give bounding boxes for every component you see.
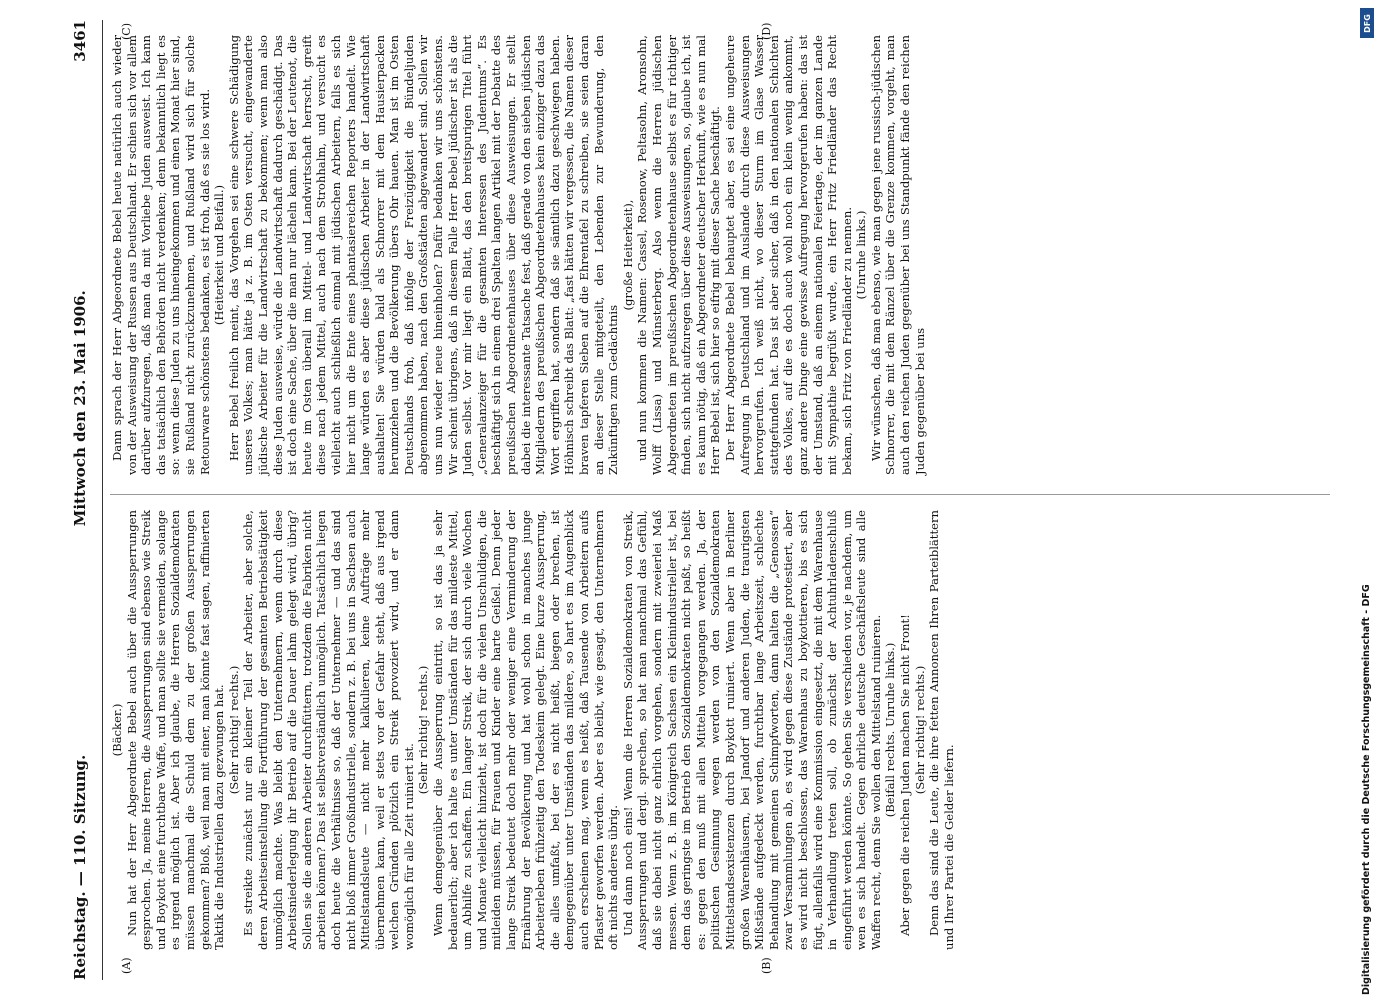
rotated-print-area [60,20,1350,980]
margin-marker-c: (C) [120,23,133,40]
margin-marker-b: (B) [760,957,773,974]
header-center: Mittwoch den 23. Mai 1906. [71,290,89,527]
interjection: (Unruhe links.) [854,210,869,300]
paragraph: Es streikte zunächst nur ein kleiner Teil der Arbeiter, aber solche, deren Arbeitseinstellung die Fortführung der gesamten Betriebstätigkeit unmöglich machte. Was bleibt den Unternehmern, wenn durch diese Arbeitsniederlegung ihr Betrieb auf die Dauer lahm gelegt wird, übrig? Sollen sie die anderen Arbeiter durchfüttern, trotzdem die Fabriken nicht arbeiten können? Das ist selbstverständlich unmöglich. Tatsächlich liegen doch heute die Verhältnisse so, daß der Unternehmer — und das sind nicht bloß immer Großindustrielle, sondern z. B. bei uns in Sachsen auch Mittelstandsleute — nicht mehr kalkulieren, keine Aufträge mehr übernehmen kann, weil er stets vor der Gefahr steht, daß aus irgend welchen Gründen plötzlich ein Streik provoziert wird, und er dann womöglich für alle Zeit ruiniert ist. [241,510,416,950]
column-divider [110,494,1330,495]
interjection: (Sehr richtig! rechts.) [912,665,927,795]
paragraph: Der Herr Abgeordnete Bebel behauptet aber, es sei eine ungeheure Aufregung in Deutschland und im Auslande durch diese Ausweisungen hervorgerufen. Ich weiß nicht, wo dieser Sturm im Glase Wasser stattgefunden hat. Das ist aber sicher, daß in den nationalen Schichten des Volkes, auf die es doch auch wohl noch ein klein wenig ankommt, ganz andere Dinge eine gewisse Aufregung hervorgerufen haben: das ist der Umstand, daß an einem nationalen Feiertage, der im ganzen Lande mit Sympathie begrüßt wurde, ein Herr Fritz Friedländer das Recht bekam, sich Fritz von Friedländer zu nennen. [722,35,854,475]
interjection: (Heiterkeit und Beifall.) [212,184,227,326]
paragraph: Denn das sind die Leute, die ihre fetten Annoncen Ihren Parteiblättern und Ihrer Partei die Gelder liefern. [927,510,956,950]
dfg-logo: DFG [1360,8,1374,38]
paragraph: Herr Bebel freilich meint, das Vorgehen sei eine schwere Schädigung unseres Volkes; man hätte ja z. B. im Osten versucht, eingewanderte jüdische Arbeiter für die Landwirtschaft zu bekommen; wenn man also diese Juden ausweise, würde die Landwirtschaft dadurch geschädigt. Das ist doch eine Sache, über die man nur lächeln kann. Bei der Leutenot, die heute im Osten überall im Mittel- und Landwirtschaft herrscht, greift diese nach jedem Mittel, auch nach dem Strohhalm, und versucht es vielleicht auch schließlich einmal mit jüdischen Arbeitern, falls es sich hier nicht um die Ente eines phantasiereichen Reporters handelt. Wie lange würden es aber diese jüdischen Arbeiter in der Landwirtschaft aushalten! Sie würden bald als Schnorrer mit dem Hausierpacken herumziehen und die Bevölkerung übers Ohr hauen. Man ist im Osten Deutschlands froh, daß infolge der Freizügigkeit die Bündeljuden abgenommen haben, nach den Großstädten abgewandert sind. Sollen wir uns nun wieder neue hineinholen? Dafür bedanken wir uns schönstens. Wir scheint übrigens, daß in diesem Falle Herr Bebel jüdischer ist als die Juden selbst. Vor mir liegt ein Blatt, das den breitspurigen Titel führt „Generalanzeiger für die gesamten Interessen des Judentums“. Es beschäftigt sich in einem drei Spalten langen Artikel mit der Debatte des preußischen Abgeordnetenhauses über diese Ausweisungen. Er stellt dabei die interessante Tatsache fest, daß gerade von den sieben jüdischen Mitgliedern des preußischen Abgeordnetenhauses kein einziger dazu das Wort ergriffen hat, sondern daß sie sämtlich dazu geschwiegen haben. Höhnisch schreibt das Blatt: „fast hätten wir vergessen, die Namen dieser braven tapferen Sieben auf die Ehrentafel zu schreiben, sie seien daran an dieser Stelle mitgeteilt, den Lebenden zur Bewunderung, den Zukünftigen zum Gedächtnis [226,35,621,475]
text-column-right [110,35,927,475]
interjection: (Sehr richtig! rechts.) [226,665,241,795]
interjection: (Beifall rechts. Unruhe links.) [883,642,898,818]
margin-marker-d: (D) [760,22,773,40]
paragraph: Aber gegen die reichen Juden machen Sie nicht Front! [898,614,913,936]
speaker-label: (Bäcker.) [110,703,124,757]
interjection: (große Heiterkeit), [620,199,635,311]
paragraph: Und dann noch eins! Wenn die Herren Sozialdemokraten von Streik, Aussperrungen und dergl. sprechen, so hat man manchmal das Gefühl, daß sie dabei nicht ganz ehrlich vorgehen, sondern mit zweierlei Maß messen. Wenn z. B. im Königreich Sachsen ein Kleinindustrieller ist, bei dem das geringste im Betrieb den Sozialdemokraten nicht paßt, so heißt es: gegen den muß mit allen Mitteln vorgegangen werden. Ja, der politischen Gesinnung wegen werden von den Sozialdemokraten Mittelstandsexistenzen durch Boykott ruiniert. Wenn aber in Berliner großen Warenhäusern, bei Jandorf und anderen Juden, die traurigsten Mißstände aufgedeckt werden, furchtbar lange Arbeitszeit, schlechte Behandlung mit gemeinen Schimpfworten, dann halten die „Genossen“ zwar Versammlungen ab, es wird gegen diese Zustände protestiert, aber es wird nicht beschlossen, das Warenhaus zu boykottieren, bis es sich fügt, allenfalls wird eine Kommission eingesetzt, die mit dem Warenhause in Verhandlung treten soll, ob zunächst der Achtuhrladenschluß eingeführt werden könnte. So gehen Sie verschieden vor, je nachdem, um wen es sich handelt. Gegen ehrliche deutsche Geschäftsleute sind alle Waffen recht, denn Sie wollen den Mittelstand ruinieren. [620,510,883,950]
text-column-left [110,510,956,950]
header-left: Reichstag. — 110. Sitzung. [71,754,89,980]
paragraph: und nun kommen die Namen: Cassel, Rosenow, Peltasohn, Aronsohn, Wolff (Lissa) und Münsterberg. Also wenn die Herren jüdischen Abgeordneten im preußischen Abgeordnetenhause selbst es für richtiger finden, sich nicht aufzuregen über diese Ausweisungen, so, glaube ich, ist es kaum nötig, daß ein Abgeordneter deutscher Herkunft, wie es nun mal Herr Bebel ist, sich hier so eifrig mit dieser Sache beschäftigt. [635,35,723,475]
header-rule [102,20,103,980]
margin-marker-a: (A) [120,957,133,974]
paragraph: Wir wünschen, daß man ebenso, wie man gegen jene russisch-jüdischen Schnorrer, die mit dem Ränzel über die Grenze kommen, vorgeht, man auch den reichen Juden gegenüber bei uns Standpunkt fände den reichen Juden gegenüber bei uns [868,35,927,475]
paragraph: Nun hat der Herr Abgeordnete Bebel auch über die Aussperrungen gesprochen. Ja, meine Herren, die Aussperrungen sind ebenso wie Streik und Boykott eine furchtbare Waffe, und man sollte sie vermeiden, solange es irgend möglich ist. Aber ich glaube, die Herren Sozialdemokraten müssen manchmal die Schuld dem zu der großen Aussperrungen gekommen? Bloß, weil man mit einer, man könnte fast sagen, raffinierten Taktik die Industriellen dazu gezwungen hat. [124,510,227,950]
paragraph: Dann sprach der Herr Abgeordnete Bebel heute natürlich auch wieder von der Ausweisung der Russen aus Deutschland. Er schien sich vor allem darüber aufzuregen, daß man da mit Vorliebe Juden ausweist. Ich kann das tatsächlich den Behörden nicht verdenken; denn bekanntlich liegt es so: wenn diese Juden zu uns hineingekommen und einen Monat hier sind, sie Rußland nicht zurückzunehmen, und Rußland wird sich für solche Retourware schönstens bedanken, es ist froh, daß es sie los wird. [110,35,212,475]
page-header [60,20,100,980]
interjection: (Sehr richtig! rechts.) [416,665,431,795]
paragraph: Wenn demgegenüber die Aussperrung eintritt, so ist das ja sehr bedauerlich; aber ich halte es unter Umständen für das mildeste Mittel, um Abhilfe zu schaffen. Ein langer Streik, der sich durch viele Wochen und Monate vielleicht hinzieht, ist doch für die vielen Unschuldigen, die mitleiden müssen, für Frauen und Kinder eine harte Geißel. Denn jeder lange Streik bedeutet doch mehr oder weniger eine Verminderung der Ernährung der Bevölkerung und hat wohl schon in manches junge Arbeiterleben frühzeitig den Todeskeim gelegt. Eine kurze Aussperrung, die alles umfaßt, bei der es nicht heißt, biegen oder brechen, ist demgegenüber unter Umständen das mildere, so hart es im Augenblick auch erscheinen mag, wenn es heißt, daß Tausende von Arbeitern aufs Pflaster geworfen werden. Aber es bleibt, wie gesagt, den Unternehmern oft nichts anderes übrig. [431,510,621,950]
page-number: 3461 [71,20,89,62]
digitization-credit: Digitalisierung gefördert durch die Deutsche Forschungsgemeinschaft - DFG [1361,584,1372,995]
